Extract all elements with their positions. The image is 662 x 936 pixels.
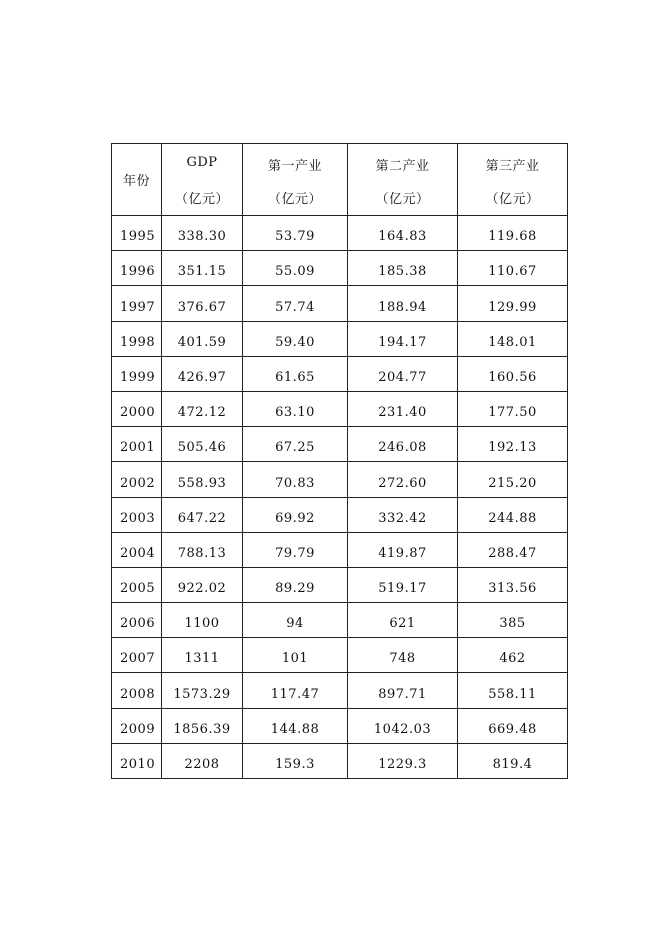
cell-gdp: 426.97 (162, 356, 243, 391)
cell-primary: 57.74 (243, 286, 348, 321)
cell-gdp: 1100 (162, 603, 243, 638)
cell-year: 2002 (112, 462, 162, 497)
cell-tertiary: 288.47 (458, 532, 568, 567)
cell-primary: 89.29 (243, 567, 348, 602)
cell-tertiary: 313.56 (458, 567, 568, 602)
cell-gdp: 505.46 (162, 427, 243, 462)
cell-tertiary: 244.88 (458, 497, 568, 532)
header-tertiary-unit: （亿元） (485, 191, 540, 207)
cell-primary: 69.92 (243, 497, 348, 532)
cell-primary: 61.65 (243, 356, 348, 391)
cell-gdp: 376.67 (162, 286, 243, 321)
cell-primary: 70.83 (243, 462, 348, 497)
cell-secondary: 1229.3 (348, 743, 458, 778)
cell-primary: 101 (243, 638, 348, 673)
table-row (112, 673, 568, 708)
cell-gdp: 1311 (162, 638, 243, 673)
cell-primary: 79.79 (243, 532, 348, 567)
table-row (112, 708, 568, 743)
cell-secondary: 204.77 (348, 356, 458, 391)
cell-year: 1995 (112, 216, 162, 251)
cell-secondary: 185.38 (348, 251, 458, 286)
header-primary-unit: （亿元） (267, 191, 322, 207)
cell-tertiary: 558.11 (458, 673, 568, 708)
cell-year: 2008 (112, 673, 162, 708)
table-row (112, 638, 568, 673)
table-row (112, 532, 568, 567)
table-row (112, 427, 568, 462)
cell-tertiary: 669.48 (458, 708, 568, 743)
table-row (112, 321, 568, 356)
table-row (112, 497, 568, 532)
cell-tertiary: 129.99 (458, 286, 568, 321)
table-row (112, 286, 568, 321)
header-secondary-unit: （亿元） (375, 191, 430, 207)
table-row (112, 567, 568, 602)
cell-primary: 94 (243, 603, 348, 638)
cell-gdp: 647.22 (162, 497, 243, 532)
header-primary-industry (243, 144, 348, 216)
cell-tertiary: 385 (458, 603, 568, 638)
cell-year: 2005 (112, 567, 162, 602)
cell-gdp: 2208 (162, 743, 243, 778)
table-row (112, 462, 568, 497)
cell-primary: 53.79 (243, 216, 348, 251)
cell-primary: 117.47 (243, 673, 348, 708)
header-secondary-industry (348, 144, 458, 216)
cell-year: 2007 (112, 638, 162, 673)
cell-year: 2010 (112, 743, 162, 778)
cell-primary: 67.25 (243, 427, 348, 462)
cell-tertiary: 462 (458, 638, 568, 673)
header-gdp-unit: （亿元） (174, 191, 229, 207)
header-tertiary-industry (458, 144, 568, 216)
cell-year: 2009 (112, 708, 162, 743)
cell-primary: 55.09 (243, 251, 348, 286)
cell-gdp: 788.13 (162, 532, 243, 567)
cell-secondary: 748 (348, 638, 458, 673)
cell-year: 1996 (112, 251, 162, 286)
cell-gdp: 922.02 (162, 567, 243, 602)
cell-primary: 59.40 (243, 321, 348, 356)
cell-tertiary: 160.56 (458, 356, 568, 391)
cell-secondary: 231.40 (348, 391, 458, 426)
cell-tertiary: 192.13 (458, 427, 568, 462)
cell-secondary: 621 (348, 603, 458, 638)
table-body (112, 216, 568, 779)
cell-primary: 144.88 (243, 708, 348, 743)
cell-primary: 63.10 (243, 391, 348, 426)
cell-secondary: 188.94 (348, 286, 458, 321)
table-row (112, 216, 568, 251)
cell-tertiary: 177.50 (458, 391, 568, 426)
table-row (112, 603, 568, 638)
cell-gdp: 1573.29 (162, 673, 243, 708)
cell-secondary: 272.60 (348, 462, 458, 497)
cell-year: 1999 (112, 356, 162, 391)
cell-secondary: 897.71 (348, 673, 458, 708)
cell-gdp: 1856.39 (162, 708, 243, 743)
cell-year: 1997 (112, 286, 162, 321)
table-row (112, 251, 568, 286)
cell-gdp: 558.93 (162, 462, 243, 497)
cell-year: 2003 (112, 497, 162, 532)
cell-year: 2004 (112, 532, 162, 567)
cell-secondary: 194.17 (348, 321, 458, 356)
header-gdp (162, 144, 243, 216)
cell-tertiary: 119.68 (458, 216, 568, 251)
cell-secondary: 246.08 (348, 427, 458, 462)
cell-tertiary: 148.01 (458, 321, 568, 356)
cell-secondary: 1042.03 (348, 708, 458, 743)
cell-year: 1998 (112, 321, 162, 356)
header-gdp-name: GDP (186, 154, 218, 170)
cell-gdp: 472.12 (162, 391, 243, 426)
gdp-industry-table (111, 143, 568, 779)
header-secondary-name: 第二产业 (375, 158, 430, 174)
cell-year: 2001 (112, 427, 162, 462)
cell-tertiary: 110.67 (458, 251, 568, 286)
header-year: 年份 (112, 144, 162, 216)
cell-tertiary: 819.4 (458, 743, 568, 778)
cell-secondary: 519.17 (348, 567, 458, 602)
table-row (112, 356, 568, 391)
cell-gdp: 351.15 (162, 251, 243, 286)
table-row (112, 391, 568, 426)
header-primary-name: 第一产业 (267, 158, 322, 174)
cell-tertiary: 215.20 (458, 462, 568, 497)
cell-gdp: 401.59 (162, 321, 243, 356)
cell-gdp: 338.30 (162, 216, 243, 251)
header-tertiary-name: 第三产业 (485, 158, 540, 174)
cell-secondary: 332.42 (348, 497, 458, 532)
table-header-row (112, 144, 568, 216)
cell-year: 2006 (112, 603, 162, 638)
cell-secondary: 419.87 (348, 532, 458, 567)
table-row (112, 743, 568, 778)
cell-secondary: 164.83 (348, 216, 458, 251)
cell-year: 2000 (112, 391, 162, 426)
cell-primary: 159.3 (243, 743, 348, 778)
